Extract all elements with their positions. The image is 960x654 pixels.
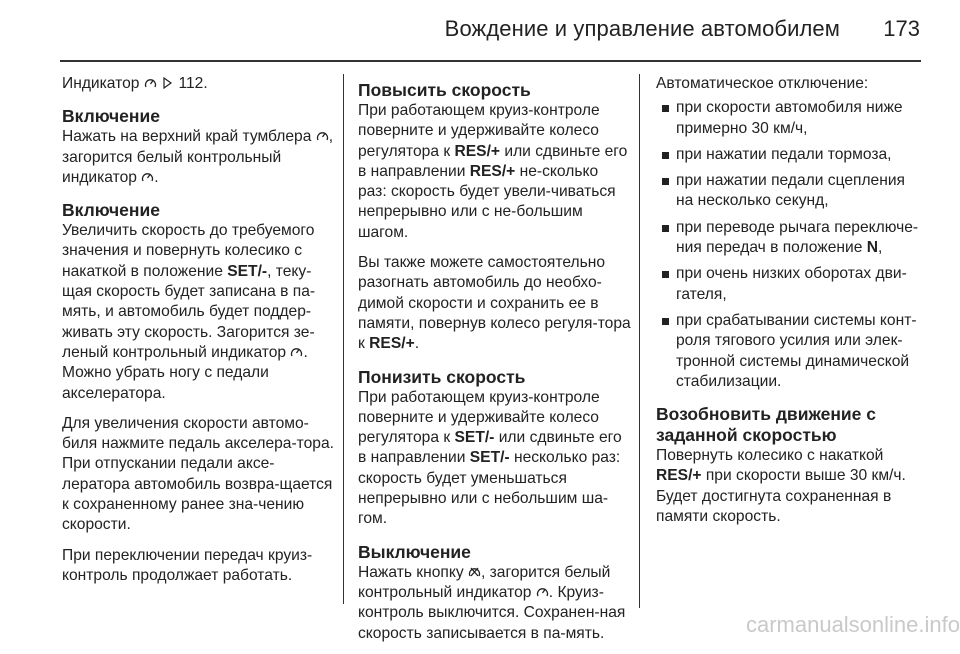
paragraph: Вы также можете самостоятельно разогнать автомобиль до необхо-димой скорости и сохранить ее в памяти, повернув колесо регуля-тора к RES/+. bbox=[358, 254, 631, 353]
cruise-control-icon bbox=[290, 346, 303, 358]
page-number: 173 bbox=[883, 16, 920, 41]
indicator-ref: Индикатор 112. bbox=[62, 75, 208, 92]
cruise-control-icon bbox=[141, 171, 154, 183]
paragraph: Повернуть колесико с накаткой RES/+ при скорости выше 30 км/ч. Будет достигнута сохраненная в памяти скорость. bbox=[656, 447, 906, 526]
list-item: при очень низких оборотах дви-гателя, bbox=[656, 264, 922, 305]
bullet-list bbox=[656, 98, 922, 392]
column-right bbox=[656, 74, 922, 537]
list-item: при скорости автомобиля ниже примерно 30 км/ч, bbox=[656, 98, 922, 139]
bullet-icon bbox=[662, 271, 669, 278]
paragraph: При переключении передач круиз-контроль продолжает работать. bbox=[62, 546, 313, 584]
list-item: при нажатии педали тормоза, bbox=[656, 145, 922, 165]
column-middle bbox=[358, 80, 631, 654]
section-title: Повысить скорость bbox=[358, 80, 531, 100]
paragraph: Для увеличения скорости автомо-биля нажмите педаль акселера-тора. При отпускании педали аксе-лератора автомобиль возвра-щается к сохраненному ранее зна-чению скорости. bbox=[62, 414, 334, 534]
paragraph: Автоматическое отключение: bbox=[656, 75, 869, 92]
paragraph: Нажать на верхний край тумблера , загорится белый контрольный индикатор . bbox=[62, 128, 334, 186]
list-item: при нажатии педали сцепления на несколько секунд, bbox=[656, 171, 922, 212]
paragraph: При работающем круиз-контроле поверните и удерживайте колесо регулятора к SET/- или сдвиньте его в направлении SET/- несколько раз: скорость будет уменьшаться непрерывно или с небольшим ша-гом. bbox=[358, 388, 622, 528]
bullet-icon bbox=[662, 225, 669, 232]
section-title: Включение bbox=[62, 200, 160, 221]
cruise-control-icon bbox=[536, 586, 549, 598]
header-title: Вождение и управление автомобилем bbox=[444, 16, 840, 41]
list-item: при переводе рычага переключе-ния передач в положение N, bbox=[656, 218, 922, 259]
bullet-icon bbox=[662, 178, 669, 185]
header-rule bbox=[60, 60, 921, 62]
section-title: Выключение bbox=[358, 541, 471, 562]
paragraph: При работающем круиз-контроле поверните и удерживайте колесо регулятора к RES/+ или сдвиньте его в направлении RES/+ не-сколько раз: скорость будет увели-чиваться непрерывно или с не-большим шагом. bbox=[358, 102, 628, 241]
section-title: Понизить скорость bbox=[358, 366, 526, 387]
page-reference-icon bbox=[161, 77, 174, 89]
section-title: Возобновить движение с заданной скоростью bbox=[656, 404, 877, 446]
bullet-icon bbox=[662, 152, 669, 159]
paragraph: Увеличить скорость до требуемого значения и повернуть колесико с накаткой в положение SET/-, теку-щая скорость будет записана в па-мять, и автомобиль будет поддер-живать эту скорость. Загорится зе-леный контрольный индикатор . Можно убрать ногу с педали акселератора. bbox=[62, 222, 316, 402]
cruise-control-icon bbox=[316, 130, 329, 142]
column-divider bbox=[639, 74, 640, 608]
bullet-icon bbox=[662, 105, 669, 112]
column-left bbox=[62, 74, 334, 596]
list-item: при срабатывании системы конт-роля тягового усилия или элек-тронной системы динамической стабилизации. bbox=[656, 311, 922, 392]
column-divider bbox=[343, 74, 344, 604]
cruise-off-icon bbox=[468, 566, 481, 578]
cruise-control-icon bbox=[144, 77, 157, 89]
watermark: carmanualsonline.info bbox=[745, 612, 960, 637]
section-title: Включение bbox=[62, 106, 160, 127]
paragraph: Нажать кнопку , загорится белый контрольный индикатор . Круиз-контроль выключится. Сохранен-ная скорость записывается в па-мять. bbox=[358, 563, 626, 642]
bullet-icon bbox=[662, 318, 669, 325]
